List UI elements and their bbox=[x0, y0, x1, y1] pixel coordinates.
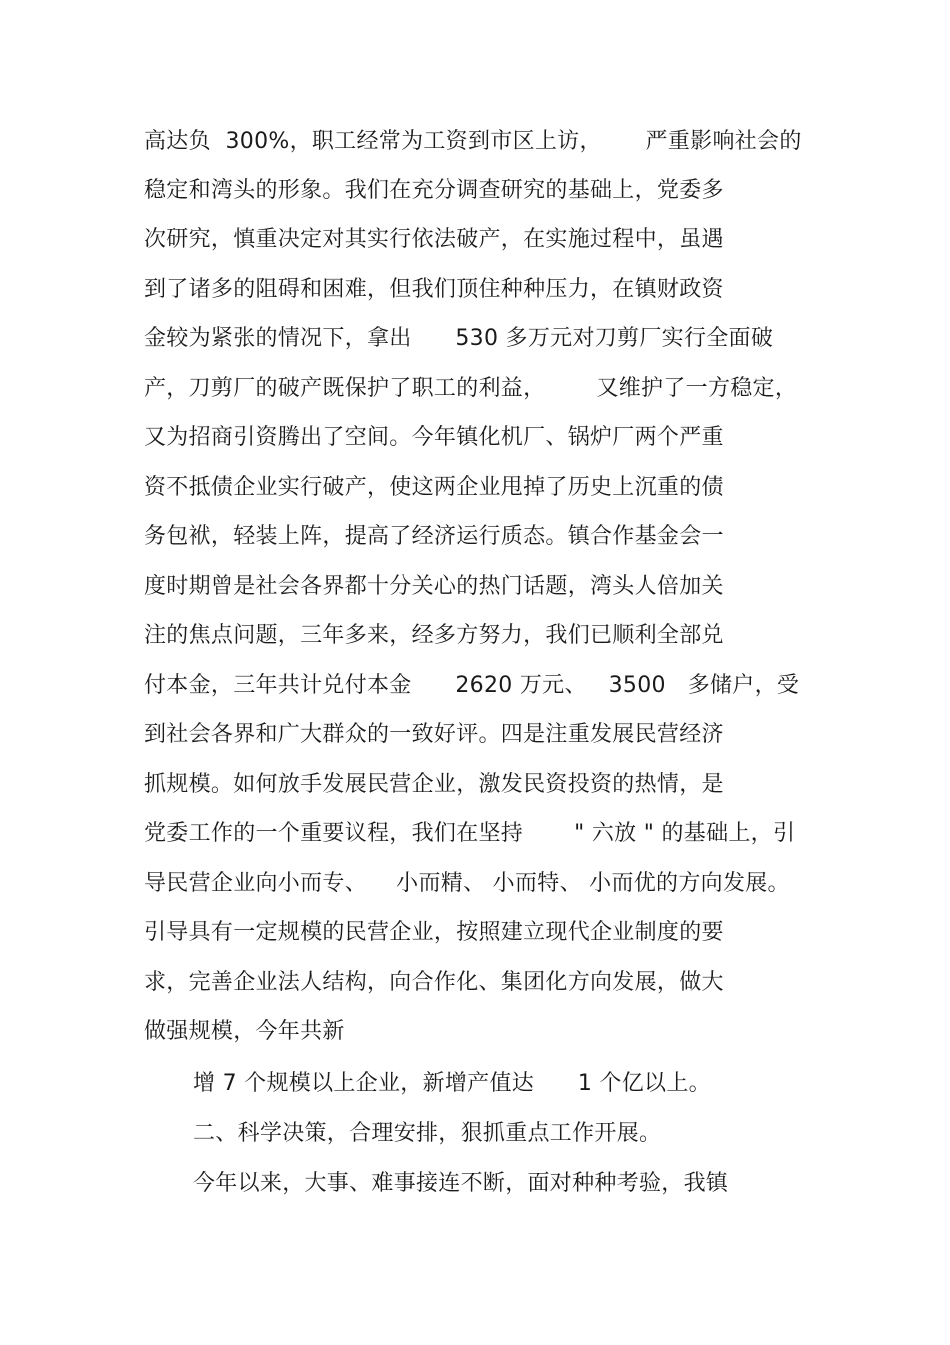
text-line-8: 资不抵债企业实行破产，使这两企业甩掉了历史上沉重的债 bbox=[144, 475, 724, 500]
text-line-1: 高达负 300%，职工经常为工资到市区上访， 严重影响社会的 bbox=[144, 129, 802, 154]
text-line-12: 付本金，三年共计兑付本金 2620 万元、 3500 多储户，受 bbox=[144, 673, 800, 698]
text-line-15: 党委工作的一个重要议程，我们在坚持 " 六放 " 的基础上，引 bbox=[144, 821, 796, 846]
text-line-18: 求，完善企业法人结构，向合作化、集团化方向发展，做大 bbox=[144, 970, 724, 995]
text-line-14: 抓规模。如何放手发展民营企业，激发民资投资的热情，是 bbox=[144, 772, 724, 797]
text-line-6: 产，刀剪厂的破产既保护了职工的利益， 又维护了一方稳定， bbox=[144, 376, 798, 401]
text-line-2: 稳定和湾头的形象。我们在充分调查研究的基础上，党委多 bbox=[144, 178, 724, 203]
text-line-13: 到社会各界和广大群众的一致好评。四是注重发展民营经济 bbox=[144, 722, 724, 747]
text-line-4: 到了诸多的阻碍和困难，但我们顶住种种压力，在镇财政资 bbox=[144, 277, 724, 302]
text-line-16: 导民营企业向小而专、 小而精、 小而特、 小而优的方向发展。 bbox=[144, 871, 790, 896]
section-heading: 二、科学决策，合理安排，狠抓重点工作开展。 bbox=[193, 1121, 662, 1146]
text-line-19: 做强规模，今年共新 bbox=[144, 1019, 345, 1044]
text-line-11: 注的焦点问题，三年多来，经多方努力，我们已顺利全部兑 bbox=[144, 623, 724, 648]
text-line-3: 次研究，慎重决定对其实行依法破产，在实施过程中，虽遇 bbox=[144, 227, 724, 252]
paragraph-line-2: 今年以来，大事、难事接连不断，面对种种考验，我镇 bbox=[193, 1171, 729, 1196]
paragraph-line-1: 增 7 个规模以上企业，新增产值达 1 个亿以上。 bbox=[193, 1071, 711, 1096]
text-line-7: 又为招商引资腾出了空间。今年镇化机厂、锅炉厂两个严重 bbox=[144, 425, 724, 450]
text-line-5: 金较为紧张的情况下，拿出 530 多万元对刀剪厂实行全面破 bbox=[144, 326, 774, 351]
text-line-9: 务包袱，轻装上阵，提高了经济运行质态。镇合作基金会一 bbox=[144, 524, 724, 549]
text-line-17: 引导具有一定规模的民营企业，按照建立现代企业制度的要 bbox=[144, 920, 724, 945]
text-line-10: 度时期曾是社会各界都十分关心的热门话题，湾头人倍加关 bbox=[144, 574, 724, 599]
